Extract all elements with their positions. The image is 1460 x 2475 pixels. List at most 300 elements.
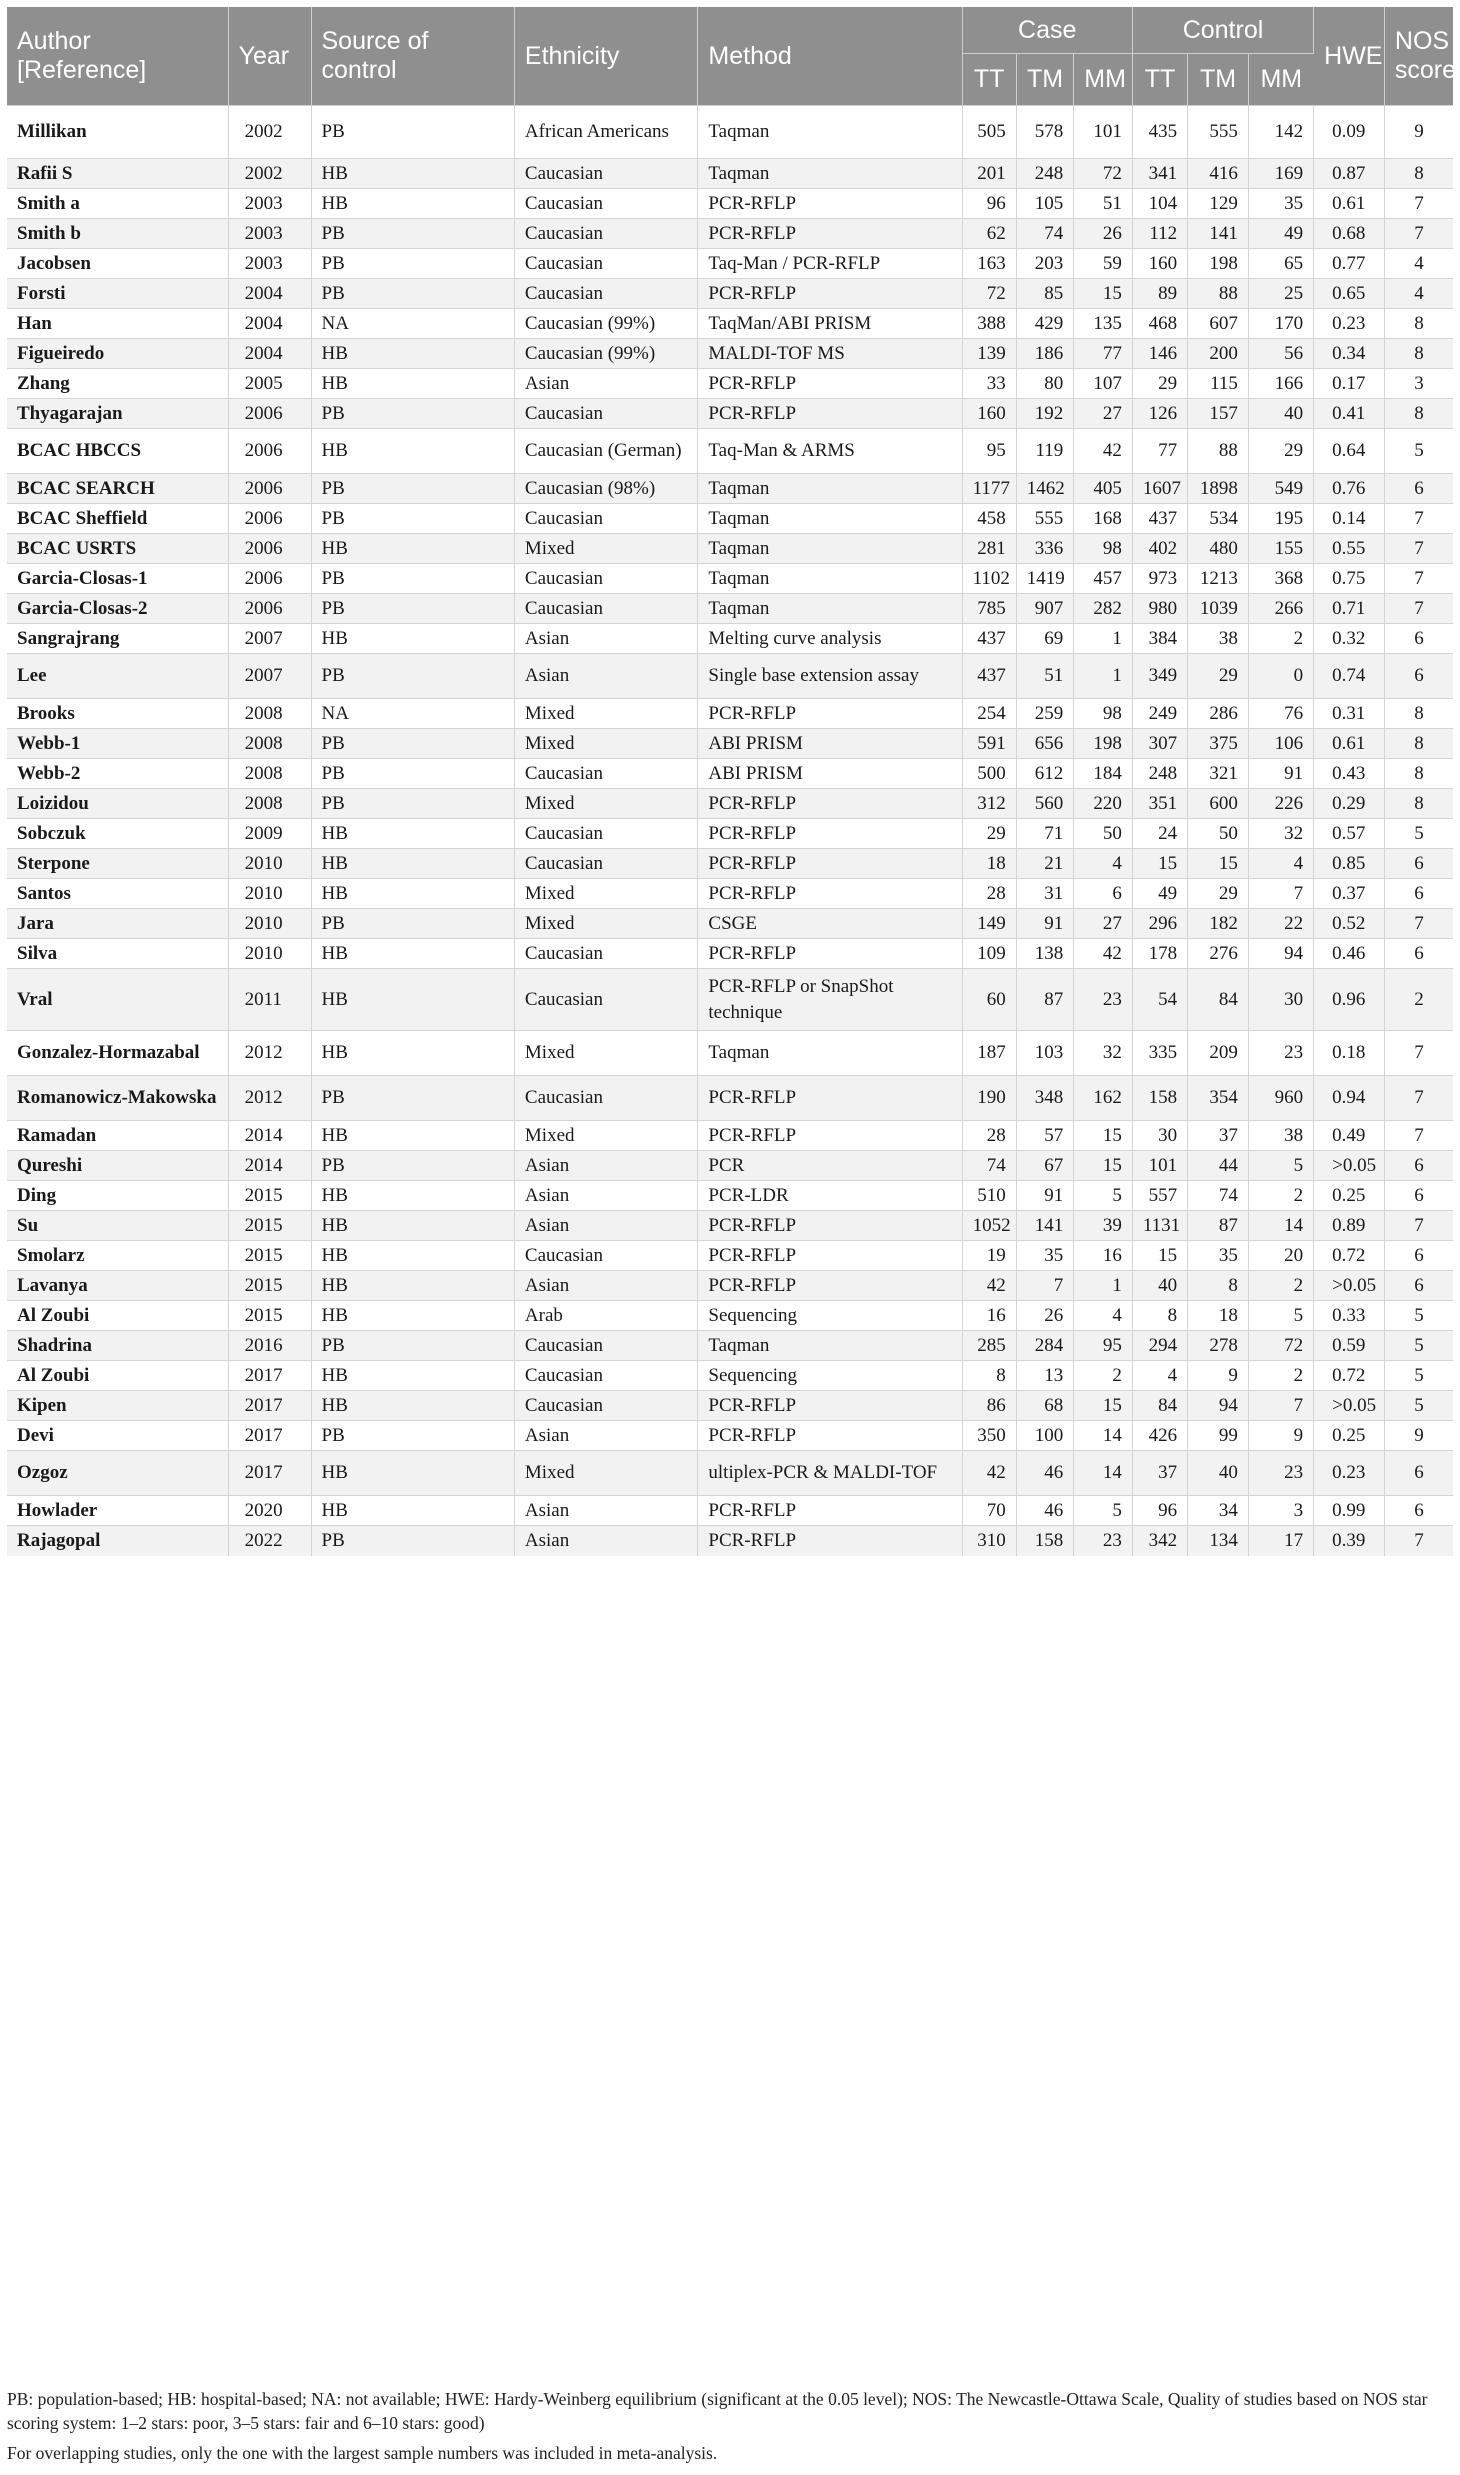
cell-control-tm: 157 bbox=[1188, 399, 1249, 429]
cell-control-mm: 2 bbox=[1248, 1271, 1313, 1301]
cell-control-tt: 77 bbox=[1132, 429, 1187, 474]
cell-source: PB bbox=[311, 399, 514, 429]
cell-method: Sequencing bbox=[698, 1301, 962, 1331]
cell-nos: 6 bbox=[1384, 849, 1453, 879]
cell-hwe: 0.43 bbox=[1314, 759, 1385, 789]
cell-hwe: 0.85 bbox=[1314, 849, 1385, 879]
cell-control-tm: 9 bbox=[1188, 1361, 1249, 1391]
cell-nos: 8 bbox=[1384, 789, 1453, 819]
cell-method: ABI PRISM bbox=[698, 759, 962, 789]
header-case-tm: TM bbox=[1016, 54, 1073, 106]
cell-source: HB bbox=[311, 1181, 514, 1211]
cell-case-tt: 187 bbox=[962, 1031, 1016, 1076]
cell-case-mm: 135 bbox=[1074, 309, 1133, 339]
cell-control-tm: 87 bbox=[1188, 1211, 1249, 1241]
cell-method: PCR-RFLP bbox=[698, 1391, 962, 1421]
cell-year: 2017 bbox=[228, 1391, 311, 1421]
cell-source: PB bbox=[311, 1421, 514, 1451]
cell-nos: 7 bbox=[1384, 504, 1453, 534]
cell-nos: 3 bbox=[1384, 369, 1453, 399]
cell-control-mm: 30 bbox=[1248, 969, 1313, 1031]
cell-control-tt: 49 bbox=[1132, 879, 1187, 909]
cell-control-mm: 91 bbox=[1248, 759, 1313, 789]
cell-case-mm: 4 bbox=[1074, 849, 1133, 879]
cell-control-tm: 74 bbox=[1188, 1181, 1249, 1211]
cell-case-tm: 51 bbox=[1016, 654, 1073, 699]
cell-nos: 7 bbox=[1384, 1526, 1453, 1556]
cell-control-mm: 72 bbox=[1248, 1331, 1313, 1361]
cell-source: HB bbox=[311, 939, 514, 969]
cell-year: 2006 bbox=[228, 534, 311, 564]
cell-source: NA bbox=[311, 309, 514, 339]
cell-source: HB bbox=[311, 339, 514, 369]
cell-hwe: 0.68 bbox=[1314, 219, 1385, 249]
cell-method: Single base extension assay bbox=[698, 654, 962, 699]
cell-control-tt: 557 bbox=[1132, 1181, 1187, 1211]
cell-source: HB bbox=[311, 369, 514, 399]
cell-hwe: 0.65 bbox=[1314, 279, 1385, 309]
cell-case-mm: 39 bbox=[1074, 1211, 1133, 1241]
cell-method: PCR-RFLP bbox=[698, 279, 962, 309]
cell-year: 2015 bbox=[228, 1271, 311, 1301]
cell-source: PB bbox=[311, 106, 514, 159]
cell-case-tm: 907 bbox=[1016, 594, 1073, 624]
cell-hwe: >0.05 bbox=[1314, 1391, 1385, 1421]
cell-case-mm: 4 bbox=[1074, 1301, 1133, 1331]
cell-control-mm: 5 bbox=[1248, 1301, 1313, 1331]
cell-control-tm: 276 bbox=[1188, 939, 1249, 969]
table-row bbox=[7, 219, 1453, 249]
cell-author: Webb-2 bbox=[7, 759, 228, 789]
table-row bbox=[7, 1391, 1453, 1421]
cell-author: Gonzalez-Hormazabal bbox=[7, 1031, 228, 1076]
cell-year: 2008 bbox=[228, 699, 311, 729]
table-row bbox=[7, 159, 1453, 189]
cell-control-tt: 101 bbox=[1132, 1151, 1187, 1181]
cell-control-tm: 15 bbox=[1188, 849, 1249, 879]
cell-hwe: 0.59 bbox=[1314, 1331, 1385, 1361]
cell-case-tm: 57 bbox=[1016, 1121, 1073, 1151]
cell-hwe: 0.39 bbox=[1314, 1526, 1385, 1556]
cell-control-tm: 1898 bbox=[1188, 474, 1249, 504]
cell-nos: 6 bbox=[1384, 1271, 1453, 1301]
cell-case-tm: 105 bbox=[1016, 189, 1073, 219]
cell-case-mm: 32 bbox=[1074, 1031, 1133, 1076]
table-row bbox=[7, 1331, 1453, 1361]
cell-control-tm: 600 bbox=[1188, 789, 1249, 819]
cell-year: 2004 bbox=[228, 279, 311, 309]
cell-ethnicity: Caucasian bbox=[514, 819, 698, 849]
cell-control-tt: 126 bbox=[1132, 399, 1187, 429]
cell-case-tt: 350 bbox=[962, 1421, 1016, 1451]
cell-control-tt: 351 bbox=[1132, 789, 1187, 819]
cell-method: CSGE bbox=[698, 909, 962, 939]
table-row bbox=[7, 504, 1453, 534]
cell-method: PCR-RFLP bbox=[698, 849, 962, 879]
study-characteristics-table bbox=[7, 7, 1457, 1556]
table-row bbox=[7, 1451, 1453, 1496]
cell-case-tm: 71 bbox=[1016, 819, 1073, 849]
cell-year: 2010 bbox=[228, 879, 311, 909]
cell-nos: 6 bbox=[1384, 879, 1453, 909]
cell-control-tm: 354 bbox=[1188, 1076, 1249, 1121]
cell-control-mm: 3 bbox=[1248, 1496, 1313, 1526]
cell-year: 2002 bbox=[228, 159, 311, 189]
cell-method: PCR-RFLP bbox=[698, 399, 962, 429]
cell-control-mm: 7 bbox=[1248, 1391, 1313, 1421]
cell-case-tt: 33 bbox=[962, 369, 1016, 399]
cell-control-tm: 129 bbox=[1188, 189, 1249, 219]
cell-source: NA bbox=[311, 699, 514, 729]
table-row bbox=[7, 1076, 1453, 1121]
cell-nos: 6 bbox=[1384, 1151, 1453, 1181]
cell-ethnicity: Asian bbox=[514, 1211, 698, 1241]
cell-source: PB bbox=[311, 909, 514, 939]
cell-method: PCR bbox=[698, 1151, 962, 1181]
cell-year: 2012 bbox=[228, 1031, 311, 1076]
cell-year: 2004 bbox=[228, 309, 311, 339]
cell-control-tt: 37 bbox=[1132, 1451, 1187, 1496]
cell-case-tm: 80 bbox=[1016, 369, 1073, 399]
cell-method: PCR-RFLP bbox=[698, 789, 962, 819]
cell-method: Taqman bbox=[698, 159, 962, 189]
cell-case-tt: 19 bbox=[962, 1241, 1016, 1271]
cell-author: Webb-1 bbox=[7, 729, 228, 759]
cell-nos: 6 bbox=[1384, 1241, 1453, 1271]
cell-control-tm: 534 bbox=[1188, 504, 1249, 534]
cell-year: 2016 bbox=[228, 1331, 311, 1361]
cell-nos: 7 bbox=[1384, 909, 1453, 939]
cell-year: 2020 bbox=[228, 1496, 311, 1526]
cell-control-mm: 35 bbox=[1248, 189, 1313, 219]
cell-author: Zhang bbox=[7, 369, 228, 399]
cell-author: Brooks bbox=[7, 699, 228, 729]
cell-source: HB bbox=[311, 1361, 514, 1391]
cell-method: Taqman bbox=[698, 474, 962, 504]
cell-case-mm: 168 bbox=[1074, 504, 1133, 534]
cell-hwe: 0.17 bbox=[1314, 369, 1385, 399]
cell-author: Shadrina bbox=[7, 1331, 228, 1361]
cell-nos: 7 bbox=[1384, 1211, 1453, 1241]
cell-author: Kipen bbox=[7, 1391, 228, 1421]
cell-method: PCR-RFLP bbox=[698, 189, 962, 219]
cell-method: Melting curve analysis bbox=[698, 624, 962, 654]
cell-ethnicity: Mixed bbox=[514, 789, 698, 819]
cell-nos: 6 bbox=[1384, 474, 1453, 504]
cell-case-tt: 285 bbox=[962, 1331, 1016, 1361]
cell-author: Garcia-Closas-2 bbox=[7, 594, 228, 624]
cell-author: Al Zoubi bbox=[7, 1361, 228, 1391]
cell-method: PCR-RFLP bbox=[698, 1076, 962, 1121]
cell-year: 2015 bbox=[228, 1241, 311, 1271]
cell-ethnicity: Mixed bbox=[514, 1031, 698, 1076]
cell-control-mm: 56 bbox=[1248, 339, 1313, 369]
cell-case-tt: 312 bbox=[962, 789, 1016, 819]
cell-case-mm: 23 bbox=[1074, 1526, 1133, 1556]
cell-hwe: 0.52 bbox=[1314, 909, 1385, 939]
cell-case-tt: 139 bbox=[962, 339, 1016, 369]
cell-hwe: 0.33 bbox=[1314, 1301, 1385, 1331]
cell-case-mm: 6 bbox=[1074, 879, 1133, 909]
cell-nos: 8 bbox=[1384, 759, 1453, 789]
table-row bbox=[7, 1211, 1453, 1241]
cell-case-tm: 13 bbox=[1016, 1361, 1073, 1391]
table-row bbox=[7, 759, 1453, 789]
cell-case-tm: 1462 bbox=[1016, 474, 1073, 504]
cell-year: 2005 bbox=[228, 369, 311, 399]
cell-control-mm: 170 bbox=[1248, 309, 1313, 339]
cell-control-mm: 2 bbox=[1248, 1181, 1313, 1211]
table-row bbox=[7, 1271, 1453, 1301]
cell-hwe: 0.23 bbox=[1314, 309, 1385, 339]
cell-case-tm: 141 bbox=[1016, 1211, 1073, 1241]
cell-case-tt: 591 bbox=[962, 729, 1016, 759]
cell-case-tt: 16 bbox=[962, 1301, 1016, 1331]
cell-method: TaqMan/ABI PRISM bbox=[698, 309, 962, 339]
cell-control-mm: 166 bbox=[1248, 369, 1313, 399]
cell-author: Rafii S bbox=[7, 159, 228, 189]
table-row bbox=[7, 339, 1453, 369]
cell-control-tt: 112 bbox=[1132, 219, 1187, 249]
cell-case-mm: 14 bbox=[1074, 1421, 1133, 1451]
cell-case-mm: 26 bbox=[1074, 219, 1133, 249]
cell-control-mm: 226 bbox=[1248, 789, 1313, 819]
cell-source: PB bbox=[311, 504, 514, 534]
header-case-mm: MM bbox=[1074, 54, 1133, 106]
cell-nos: 8 bbox=[1384, 399, 1453, 429]
cell-year: 2006 bbox=[228, 474, 311, 504]
cell-case-tm: 26 bbox=[1016, 1301, 1073, 1331]
cell-author: Thyagarajan bbox=[7, 399, 228, 429]
cell-control-mm: 195 bbox=[1248, 504, 1313, 534]
cell-control-tt: 426 bbox=[1132, 1421, 1187, 1451]
cell-hwe: 0.77 bbox=[1314, 249, 1385, 279]
cell-nos: 7 bbox=[1384, 594, 1453, 624]
cell-case-tm: 7 bbox=[1016, 1271, 1073, 1301]
cell-case-mm: 5 bbox=[1074, 1181, 1133, 1211]
cell-hwe: 0.75 bbox=[1314, 564, 1385, 594]
cell-nos: 6 bbox=[1384, 624, 1453, 654]
header-control-mm: MM bbox=[1248, 54, 1313, 106]
cell-case-mm: 101 bbox=[1074, 106, 1133, 159]
cell-author: Ding bbox=[7, 1181, 228, 1211]
cell-control-tm: 35 bbox=[1188, 1241, 1249, 1271]
cell-control-tt: 158 bbox=[1132, 1076, 1187, 1121]
cell-ethnicity: Caucasian bbox=[514, 849, 698, 879]
cell-ethnicity: Mixed bbox=[514, 1451, 698, 1496]
cell-source: HB bbox=[311, 849, 514, 879]
table-row bbox=[7, 909, 1453, 939]
cell-year: 2014 bbox=[228, 1151, 311, 1181]
cell-hwe: 0.99 bbox=[1314, 1496, 1385, 1526]
cell-year: 2002 bbox=[228, 106, 311, 159]
cell-year: 2004 bbox=[228, 339, 311, 369]
header-author: Author [Reference] bbox=[7, 7, 228, 106]
cell-ethnicity: Caucasian bbox=[514, 399, 698, 429]
table-row bbox=[7, 699, 1453, 729]
cell-case-tm: 69 bbox=[1016, 624, 1073, 654]
cell-method: PCR-RFLP bbox=[698, 1211, 962, 1241]
cell-ethnicity: Caucasian (98%) bbox=[514, 474, 698, 504]
cell-year: 2006 bbox=[228, 399, 311, 429]
cell-case-tt: 72 bbox=[962, 279, 1016, 309]
cell-case-mm: 282 bbox=[1074, 594, 1133, 624]
table-row bbox=[7, 624, 1453, 654]
cell-control-tt: 54 bbox=[1132, 969, 1187, 1031]
cell-case-tm: 578 bbox=[1016, 106, 1073, 159]
cell-hwe: 0.41 bbox=[1314, 399, 1385, 429]
cell-nos: 2 bbox=[1384, 969, 1453, 1031]
cell-author: Smith b bbox=[7, 219, 228, 249]
table-row bbox=[7, 594, 1453, 624]
cell-case-mm: 457 bbox=[1074, 564, 1133, 594]
cell-case-mm: 72 bbox=[1074, 159, 1133, 189]
table-row bbox=[7, 189, 1453, 219]
cell-nos: 6 bbox=[1384, 1181, 1453, 1211]
cell-case-tt: 500 bbox=[962, 759, 1016, 789]
cell-hwe: 0.87 bbox=[1314, 159, 1385, 189]
cell-control-tm: 375 bbox=[1188, 729, 1249, 759]
cell-author: Ozgoz bbox=[7, 1451, 228, 1496]
cell-author: Al Zoubi bbox=[7, 1301, 228, 1331]
cell-ethnicity: Caucasian bbox=[514, 189, 698, 219]
cell-control-mm: 23 bbox=[1248, 1451, 1313, 1496]
cell-ethnicity: Mixed bbox=[514, 879, 698, 909]
cell-method: ABI PRISM bbox=[698, 729, 962, 759]
cell-hwe: 0.14 bbox=[1314, 504, 1385, 534]
cell-control-tm: 99 bbox=[1188, 1421, 1249, 1451]
cell-nos: 7 bbox=[1384, 219, 1453, 249]
cell-control-mm: 169 bbox=[1248, 159, 1313, 189]
cell-case-tm: 560 bbox=[1016, 789, 1073, 819]
table-row bbox=[7, 1361, 1453, 1391]
cell-control-tt: 435 bbox=[1132, 106, 1187, 159]
cell-ethnicity: Mixed bbox=[514, 909, 698, 939]
cell-control-tt: 296 bbox=[1132, 909, 1187, 939]
cell-nos: 5 bbox=[1384, 429, 1453, 474]
cell-control-tt: 15 bbox=[1132, 1241, 1187, 1271]
cell-case-tm: 74 bbox=[1016, 219, 1073, 249]
cell-source: HB bbox=[311, 429, 514, 474]
header-control: Control bbox=[1132, 7, 1313, 54]
header-control-tt: TT bbox=[1132, 54, 1187, 106]
cell-control-tt: 437 bbox=[1132, 504, 1187, 534]
cell-case-tt: 281 bbox=[962, 534, 1016, 564]
cell-case-tt: 437 bbox=[962, 654, 1016, 699]
cell-case-tt: 160 bbox=[962, 399, 1016, 429]
cell-control-mm: 2 bbox=[1248, 1361, 1313, 1391]
table-row bbox=[7, 534, 1453, 564]
table-header bbox=[7, 7, 1457, 106]
cell-source: PB bbox=[311, 729, 514, 759]
cell-source: PB bbox=[311, 219, 514, 249]
table-row bbox=[7, 249, 1453, 279]
cell-control-mm: 49 bbox=[1248, 219, 1313, 249]
cell-source: PB bbox=[311, 1526, 514, 1556]
cell-case-tm: 612 bbox=[1016, 759, 1073, 789]
cell-case-tt: 1177 bbox=[962, 474, 1016, 504]
table-row bbox=[7, 729, 1453, 759]
cell-case-tm: 100 bbox=[1016, 1421, 1073, 1451]
table-row bbox=[7, 1496, 1453, 1526]
cell-control-tm: 37 bbox=[1188, 1121, 1249, 1151]
cell-hwe: 0.31 bbox=[1314, 699, 1385, 729]
cell-control-mm: 368 bbox=[1248, 564, 1313, 594]
cell-author: Lee bbox=[7, 654, 228, 699]
header-hwe: HWE bbox=[1314, 7, 1385, 106]
cell-ethnicity: Caucasian bbox=[514, 249, 698, 279]
cell-hwe: 0.25 bbox=[1314, 1181, 1385, 1211]
cell-ethnicity: Asian bbox=[514, 1496, 698, 1526]
cell-method: PCR-RFLP bbox=[698, 1241, 962, 1271]
cell-method: PCR-RFLP bbox=[698, 819, 962, 849]
cell-nos: 6 bbox=[1384, 1496, 1453, 1526]
cell-case-mm: 59 bbox=[1074, 249, 1133, 279]
cell-control-tm: 278 bbox=[1188, 1331, 1249, 1361]
cell-method: PCR-RFLP bbox=[698, 1121, 962, 1151]
cell-source: HB bbox=[311, 1271, 514, 1301]
table-row bbox=[7, 1121, 1453, 1151]
cell-hwe: 0.55 bbox=[1314, 534, 1385, 564]
header-source: Source of control bbox=[311, 7, 514, 106]
cell-control-tm: 29 bbox=[1188, 654, 1249, 699]
cell-control-tt: 294 bbox=[1132, 1331, 1187, 1361]
table-row bbox=[7, 106, 1453, 159]
cell-case-tt: 62 bbox=[962, 219, 1016, 249]
cell-case-tt: 190 bbox=[962, 1076, 1016, 1121]
cell-control-tm: 8 bbox=[1188, 1271, 1249, 1301]
cell-control-tt: 4 bbox=[1132, 1361, 1187, 1391]
cell-control-mm: 266 bbox=[1248, 594, 1313, 624]
cell-case-mm: 15 bbox=[1074, 1121, 1133, 1151]
cell-hwe: 0.61 bbox=[1314, 189, 1385, 219]
cell-ethnicity: Mixed bbox=[514, 1121, 698, 1151]
cell-control-mm: 38 bbox=[1248, 1121, 1313, 1151]
cell-control-mm: 23 bbox=[1248, 1031, 1313, 1076]
cell-control-tt: 248 bbox=[1132, 759, 1187, 789]
cell-control-tm: 198 bbox=[1188, 249, 1249, 279]
cell-nos: 4 bbox=[1384, 279, 1453, 309]
cell-author: BCAC Sheffield bbox=[7, 504, 228, 534]
cell-year: 2015 bbox=[228, 1211, 311, 1241]
cell-nos: 5 bbox=[1384, 1361, 1453, 1391]
cell-control-tm: 286 bbox=[1188, 699, 1249, 729]
cell-ethnicity: Caucasian bbox=[514, 504, 698, 534]
cell-source: HB bbox=[311, 1241, 514, 1271]
cell-case-mm: 16 bbox=[1074, 1241, 1133, 1271]
cell-case-tt: 310 bbox=[962, 1526, 1016, 1556]
table-row bbox=[7, 309, 1453, 339]
cell-year: 2007 bbox=[228, 624, 311, 654]
cell-hwe: 0.09 bbox=[1314, 106, 1385, 159]
cell-author: Millikan bbox=[7, 106, 228, 159]
cell-case-mm: 1 bbox=[1074, 624, 1133, 654]
cell-case-tm: 46 bbox=[1016, 1451, 1073, 1496]
cell-case-tt: 29 bbox=[962, 819, 1016, 849]
cell-case-tt: 96 bbox=[962, 189, 1016, 219]
cell-hwe: 0.74 bbox=[1314, 654, 1385, 699]
cell-control-tm: 182 bbox=[1188, 909, 1249, 939]
cell-method: Taq-Man & ARMS bbox=[698, 429, 962, 474]
cell-case-mm: 107 bbox=[1074, 369, 1133, 399]
cell-control-tt: 1607 bbox=[1132, 474, 1187, 504]
cell-hwe: 0.25 bbox=[1314, 1421, 1385, 1451]
cell-control-tt: 8 bbox=[1132, 1301, 1187, 1331]
cell-case-mm: 220 bbox=[1074, 789, 1133, 819]
cell-year: 2006 bbox=[228, 504, 311, 534]
cell-nos: 7 bbox=[1384, 564, 1453, 594]
cell-control-mm: 32 bbox=[1248, 819, 1313, 849]
